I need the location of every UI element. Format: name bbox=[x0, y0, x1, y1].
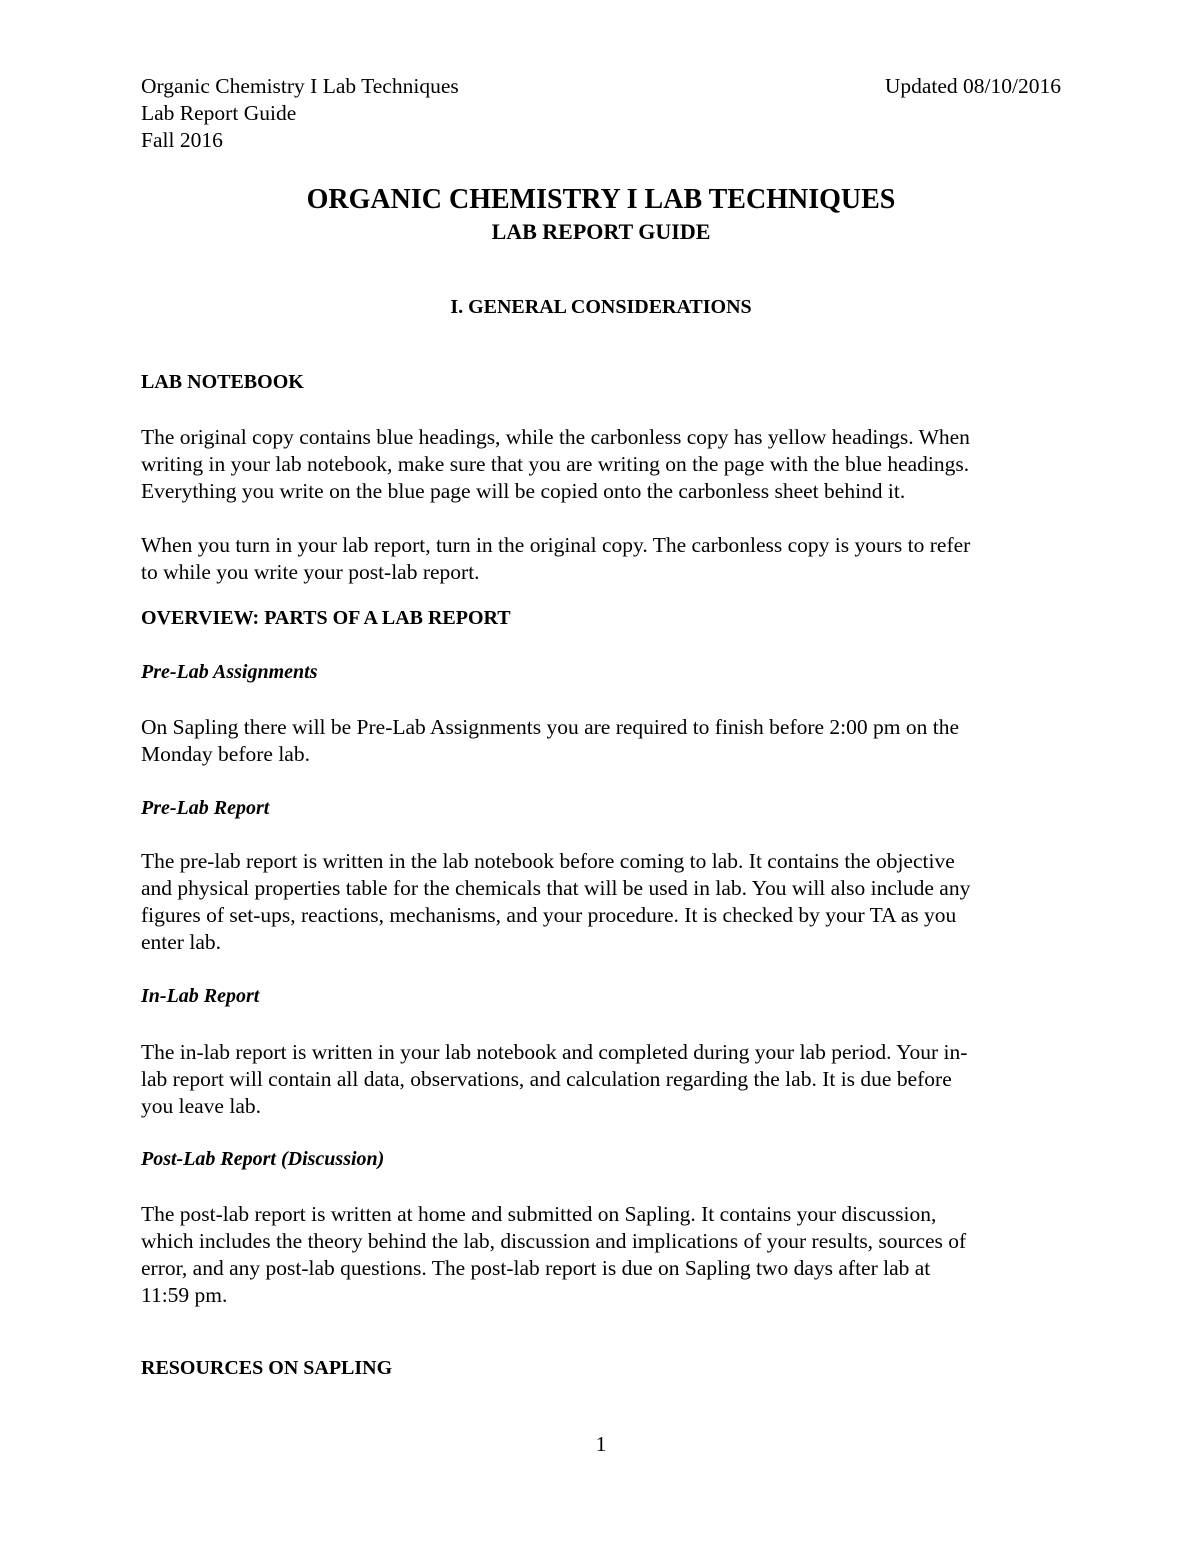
resources-on-sapling-heading: RESOURCES ON SAPLING bbox=[141, 1357, 393, 1379]
paragraph-line: The original copy contains blue headings, while the carbonless copy has yellow headings. When bbox=[141, 425, 970, 449]
header-updated-date: Updated 08/10/2016 bbox=[884, 74, 1061, 98]
paragraph-line: and physical properties table for the chemicals that will be used in lab. You will also include any bbox=[141, 876, 971, 900]
paragraph-line: When you turn in your lab report, turn in the original copy. The carbonless copy is yours to refer bbox=[141, 533, 971, 557]
paragraph-line: which includes the theory behind the lab, discussion and implications of your results, sources of bbox=[141, 1229, 967, 1253]
paragraph-line: lab report will contain all data, observations, and calculation regarding the lab. It is due before bbox=[141, 1067, 952, 1091]
post-lab-report-heading: Post-Lab Report (Discussion) bbox=[141, 1148, 385, 1170]
in-lab-report-paragraph bbox=[141, 1039, 1061, 1120]
in-lab-report-heading: In-Lab Report bbox=[141, 985, 260, 1007]
post-lab-report-paragraph bbox=[141, 1201, 1061, 1309]
paragraph-line: Monday before lab. bbox=[141, 742, 310, 766]
page-number: 1 bbox=[595, 1432, 607, 1456]
lab-notebook-heading: LAB NOTEBOOK bbox=[141, 371, 304, 393]
header-course: Organic Chemistry I Lab Techniques bbox=[141, 74, 459, 98]
header-term: Fall 2016 bbox=[141, 128, 223, 152]
paragraph-line: enter lab. bbox=[141, 930, 221, 954]
paragraph-line: Everything you write on the blue page will be copied onto the carbonless sheet behind it. bbox=[141, 479, 906, 503]
section-general-considerations-title: I. GENERAL CONSIDERATIONS bbox=[450, 296, 752, 318]
paragraph-line: On Sapling there will be Pre-Lab Assignments you are required to finish before 2:00 pm on the bbox=[141, 715, 960, 739]
paragraph-line: The in-lab report is written in your lab notebook and completed during your lab period. Your in- bbox=[141, 1040, 968, 1064]
paragraph-line: 11:59 pm. bbox=[141, 1283, 228, 1307]
document-title: ORGANIC CHEMISTRY I LAB TECHNIQUES bbox=[306, 184, 896, 215]
paragraph-line: you leave lab. bbox=[141, 1094, 261, 1118]
document-page bbox=[141, 0, 1061, 1553]
paragraph-line: to while you write your post-lab report. bbox=[141, 560, 480, 584]
document-subtitle: LAB REPORT GUIDE bbox=[491, 219, 711, 244]
paragraph-line: figures of set-ups, reactions, mechanisms, and your procedure. It is checked by your TA as you bbox=[141, 903, 957, 927]
lab-notebook-paragraph-2 bbox=[141, 532, 1061, 586]
pre-lab-assignments-heading: Pre-Lab Assignments bbox=[141, 661, 318, 683]
overview-heading: OVERVIEW: PARTS OF A LAB REPORT bbox=[141, 607, 511, 629]
pre-lab-report-paragraph bbox=[141, 848, 1061, 956]
pre-lab-report-heading: Pre-Lab Report bbox=[141, 797, 270, 819]
lab-notebook-paragraph-1 bbox=[141, 424, 1061, 505]
paragraph-line: writing in your lab notebook, make sure that you are writing on the page with the blue headings. bbox=[141, 452, 970, 476]
header-doc-name: Lab Report Guide bbox=[141, 101, 297, 125]
page-header bbox=[141, 73, 1061, 154]
paragraph-line: The pre-lab report is written in the lab notebook before coming to lab. It contains the objective bbox=[141, 849, 955, 873]
pre-lab-assignments-paragraph bbox=[141, 714, 1061, 768]
paragraph-line: error, and any post-lab questions. The post-lab report is due on Sapling two days after lab at bbox=[141, 1256, 931, 1280]
paragraph-line: The post-lab report is written at home and submitted on Sapling. It contains your discussion, bbox=[141, 1202, 937, 1226]
